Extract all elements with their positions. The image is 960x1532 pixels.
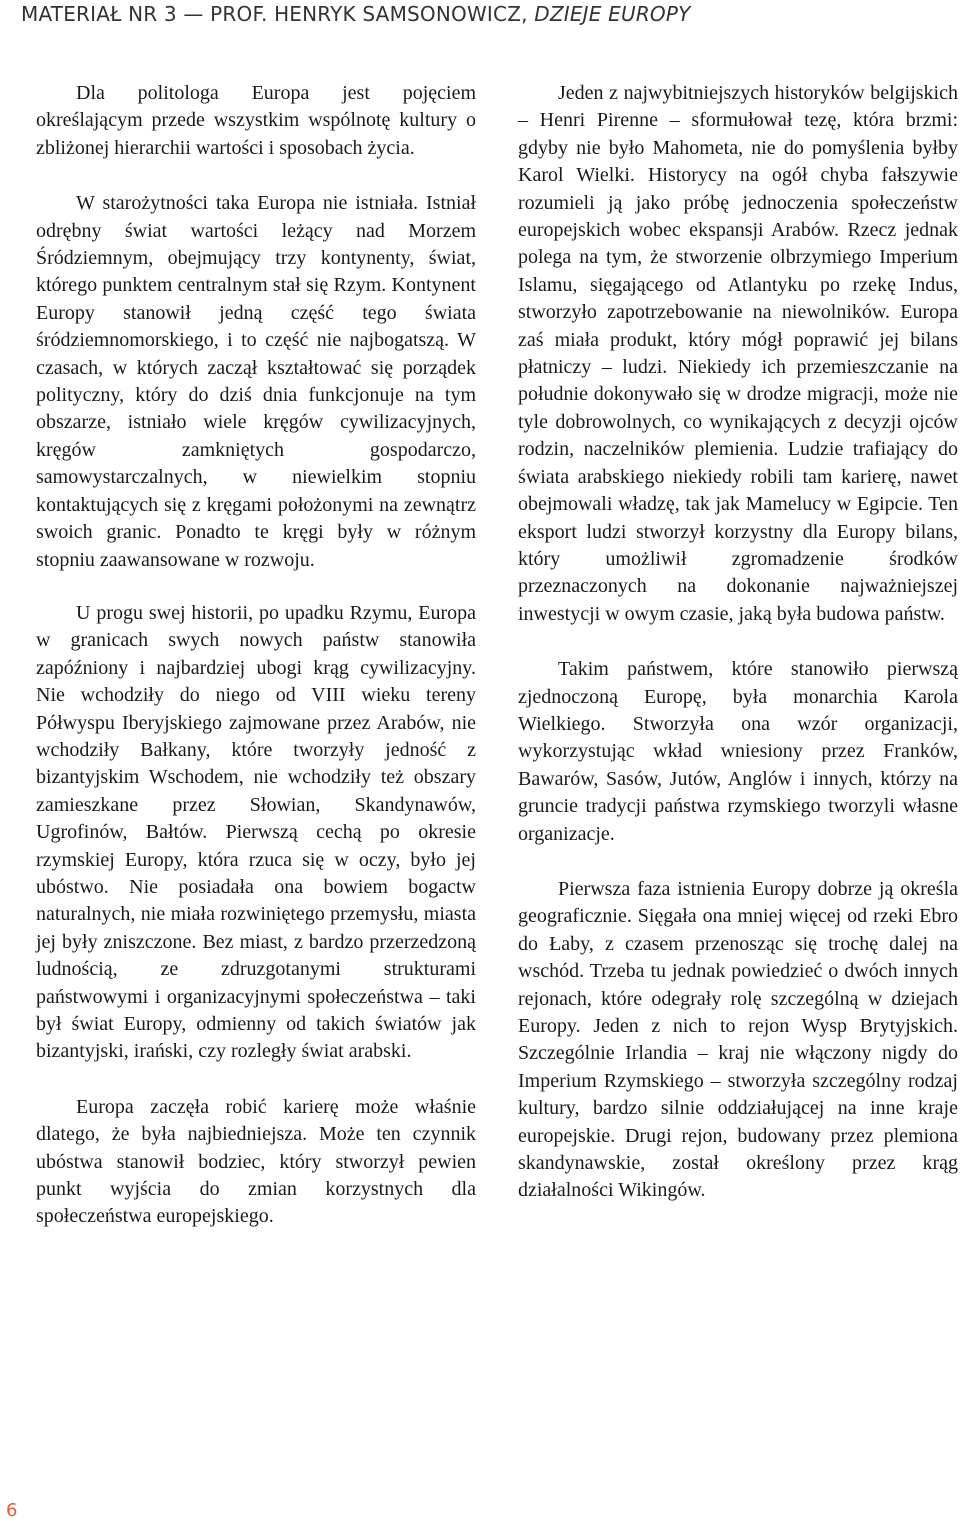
paragraph: Takim państwem, które stanowiło pierwszą zjednoczoną Europę, była monarchia Karola Wielkiego. Stworzyła ona wzór organizacji, wykorzystując wkład wniesiony przez Franków, Bawarów, Sasów, Jutów, Anglów i innych, którzy na gruncie tradycji państwa rzymskiego tworzyli własne organizacje. — [518, 658, 958, 845]
page-number: 6 — [6, 1500, 18, 1521]
paragraph: Dla politologa Europa jest pojęciem określającym przede wszystkim wspólnotę kultury o zbliżonej hierarchii wartości i sposobach życia. — [36, 82, 476, 159]
right-column — [518, 80, 958, 1233]
page-header — [21, 2, 691, 26]
material-label: MATERIAŁ NR 3 — PROF. HENRYK SAMSONOWICZ, — [21, 2, 535, 26]
left-column — [36, 80, 476, 1259]
paragraph: U progu swej historii, po upadku Rzymu, Europa w granicach swych nowych państw stanowiła zapóźniony i najbardziej ubogi krąg cywilizacyjny. Nie wchodziły do niego od VIII wieku tereny Półwyspu Iberyjskiego zajmowane przez Arabów, nie wchodziły Bałkany, które tworzyły jedność z bizantyjskim Wschodem, nie wchodziły też obszary zamieszkane przez Słowian, Skandynawów, Ugrofinów, Bałtów. Pierwszą cechą po okresie rzymskiej Europy, która rzuca się w oczy, było jej ubóstwo. Nie posiadała ona bowiem bogactw naturalnych, nie miała rozwiniętego przemysłu, miasta jej były zniszczone. Bez miast, z bardzo przerzedzoną ludnością, ze zdruzgotanymi strukturami państwowymi i organizacyjnymi społeczeństwa – taki był świat Europy, odmienny od takich światów jak bizantyjski, irański, czy rozległy świat arabski. — [36, 601, 476, 1063]
paragraph: Jeden z najwybitniejszych historyków belgijskich – Henri Pirenne – sformułował tezę, która brzmi: gdyby nie było Mahometa, nie do pomyślenia byłby Karol Wielki. Historycy na ogół chyba fałszywie rozumieli ją jako próbę jednoczenia społeczeństw europejskich wobec ekspansji Arabów. Rzecz jednak polega na tym, że stworzenie olbrzymiego Imperium Islamu, sięgającego od Atlantyku po rzekę Indus, stworzyło zapotrzebowanie na niewolników. Europa zaś miała produkt, który mógł poprawić jej bilans płatniczy – ludzi. Niekiedy ich przemieszczanie na południe dokonywało się w drodze migracji, może nie tyle dobrowolnych, co wynikających z decyzji ojców rodzin, naczelników plemienia. Ludzie trafiający do świata arabskiego niekiedy robili tam karierę, nawet obejmowali władzę, tak jak Mamelucy w Egipcie. Ten eksport ludzi stworzył korzystny dla Europy bilans, który umożliwił zgromadzenie środków przeznaczonych na dokonanie najważniejszej inwestycji w owym czasie, jaką była budowa państw. — [518, 82, 958, 625]
book-title: DZIEJE EUROPY — [534, 2, 691, 26]
paragraph: W starożytności taka Europa nie istniała. Istniał odrębny świat wartości leżący nad Morzem Śródziemnym, obejmujący trzy kontynenty, świat, którego punktem centralnym stał się Rzym. Kontynent Europy stanowił jedną część tego świata śródziemnomorskiego, i to część nie najbogatszą. W czasach, w których zaczął kształtować się porządek polityczny, który do dziś dnia funkcjonuje na tym obszarze, istniało wiele kręgów cywilizacyjnych, kręgów zamkniętych gospodarczo, samowystarczalnych, w niewielkim stopniu kontaktujących się z kręgami położonymi na zewnątrz swoich granic. Ponadto te kręgi były w różnym stopniu zaawansowane w rozwoju. — [36, 192, 476, 571]
paragraph: Pierwsza faza istnienia Europy dobrze ją określa geograficznie. Sięgała ona mniej więcej od rzeki Ebro do Łaby, z czasem przenosząc się trochę dalej na wschód. Trzeba tu jednak powiedzieć o dwóch innych rejonach, które odegrały rolę szczególną w dziejach Europy. Jeden z nich to rejon Wysp Brytyjskich. Szczególnie Irlandia – kraj nie włączony nigdy do Imperium Rzymskiego – stworzyła szczególny rodzaj kultury, bardzo silnie oddziałującej na inne kraje europejskie. Drugi rejon, budowany przez plemiona skandynawskie, został określony przez krąg działalności Wikingów. — [518, 877, 958, 1202]
paragraph: Europa zaczęła robić karierę może właśnie dlatego, że była najbiedniejsza. Może ten czynnik ubóstwa stanowił bodziec, który stworzył pewien punkt wyjścia do zmian korzystnych dla społeczeństwa europejskiego. — [36, 1095, 476, 1228]
